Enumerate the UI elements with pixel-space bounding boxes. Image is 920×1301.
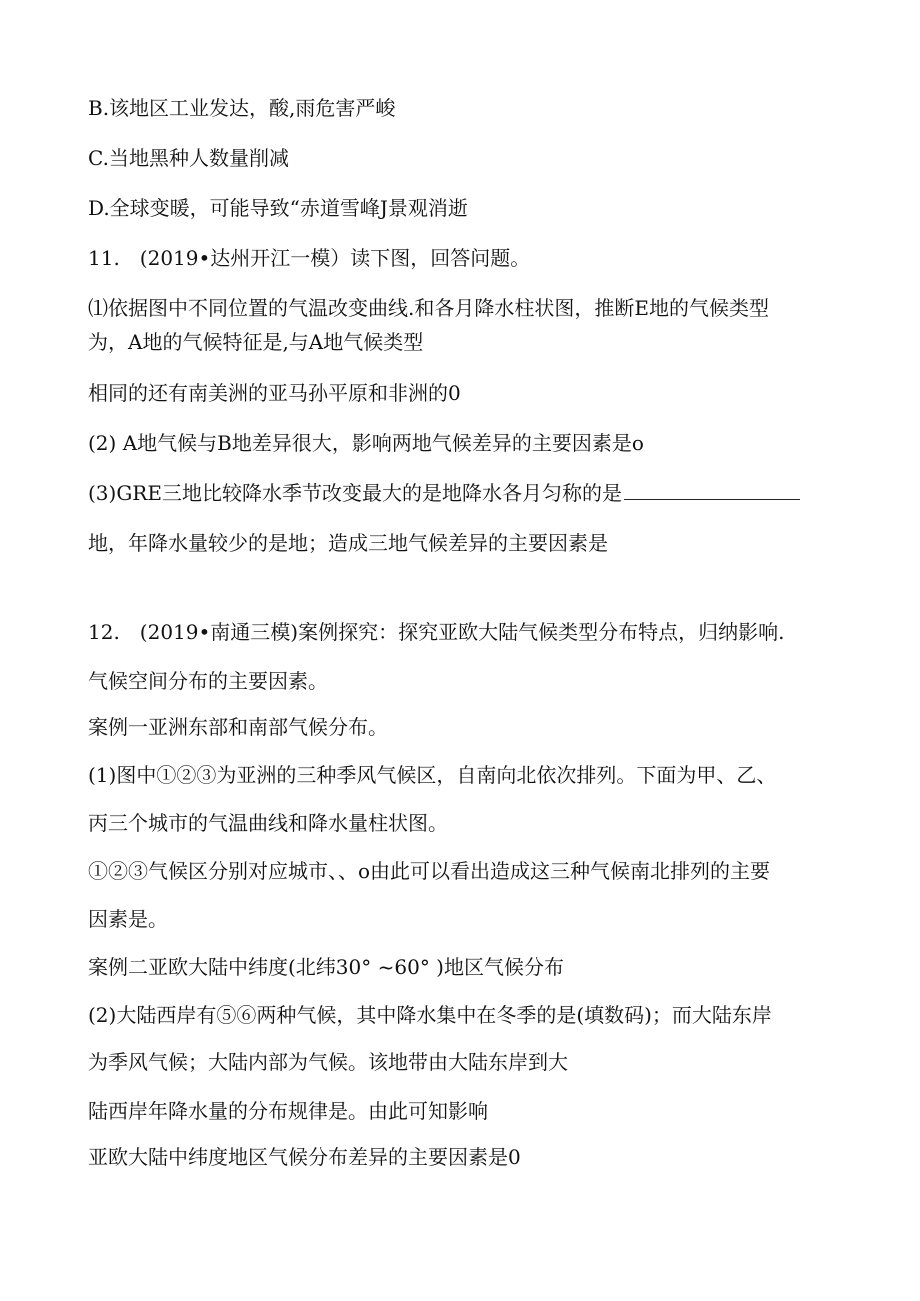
answer-blank [624, 481, 800, 500]
option-c: C.当地黑种人数量削减 [88, 146, 289, 170]
question-11-part-2: (2) A地气候与B地差异很大，影响两地气候差异的主要因素是o [88, 431, 644, 455]
question-12-part-1-line-3: ①②③气候区分别对应城市、、o由此可以看出造成这三种气候南北排列的主要 [88, 859, 771, 883]
question-11-part-3-line-1 [88, 481, 800, 505]
question-11-part-1-line-1: ⑴依据图中不同位置的气温改变曲线.和各月降水柱状图，推断E地的气候类型 [88, 296, 769, 320]
question-12-part-2-line-1: (2)大陆西岸有⑤⑥两种气候，其中降水集中在冬季的是(填数码)；而大陆东岸 [88, 1003, 772, 1027]
question-12-part-1-line-1: (1)图中①②③为亚洲的三种季风气候区，自南向北依次排列。下面为甲、乙、 [88, 763, 777, 787]
question-12-heading: 12. (2019•南通三模)案例探究：探究亚欧大陆气候类型分布特点，归纳影响. [88, 620, 785, 644]
question-12-part-2-line-4: 亚欧大陆中纬度地区气候分布差异的主要因素是0 [88, 1145, 521, 1169]
question-12-part-1-line-2: 丙三个城市的气温曲线和降水量柱状图。 [88, 811, 448, 835]
option-d: D.全球变暖，可能导致“赤道雪峰J景观消逝 [88, 196, 468, 220]
question-11-part-3-line-2: 地，年降水量较少的是地；造成三地气候差异的主要因素是 [88, 531, 608, 555]
question-12-heading-line-2: 气候空间分布的主要因素。 [88, 669, 328, 693]
question-11-part-3-text: (3)GRE三地比较降水季节改变最大的是地降水各月匀称的是 [88, 481, 622, 505]
question-12-part-1-line-4: 因素是。 [88, 907, 168, 931]
question-11-part-1-line-3: 相同的还有南美洲的亚马孙平原和非洲的0 [88, 381, 461, 405]
question-12-part-2-line-3: 陆西岸年降水量的分布规律是。由此可知影响 [88, 1099, 488, 1123]
question-12-part-2-line-2: 为季风气候；大陆内部为气候。该地带由大陆东岸到大 [88, 1050, 568, 1074]
case-one-title: 案例一亚洲东部和南部气候分布。 [88, 715, 388, 739]
case-two-title: 案例二亚欧大陆中纬度(北纬30° ~60° )地区气候分布 [88, 955, 564, 979]
question-11-part-1-line-2: 为，A地的气候特征是,与A地气候类型 [88, 330, 424, 354]
question-11-heading: 11. (2019•达州开江一模）读下图，回答问题。 [88, 246, 531, 270]
option-b: B.该地区工业发达，酸,雨危害严峻 [88, 96, 396, 120]
